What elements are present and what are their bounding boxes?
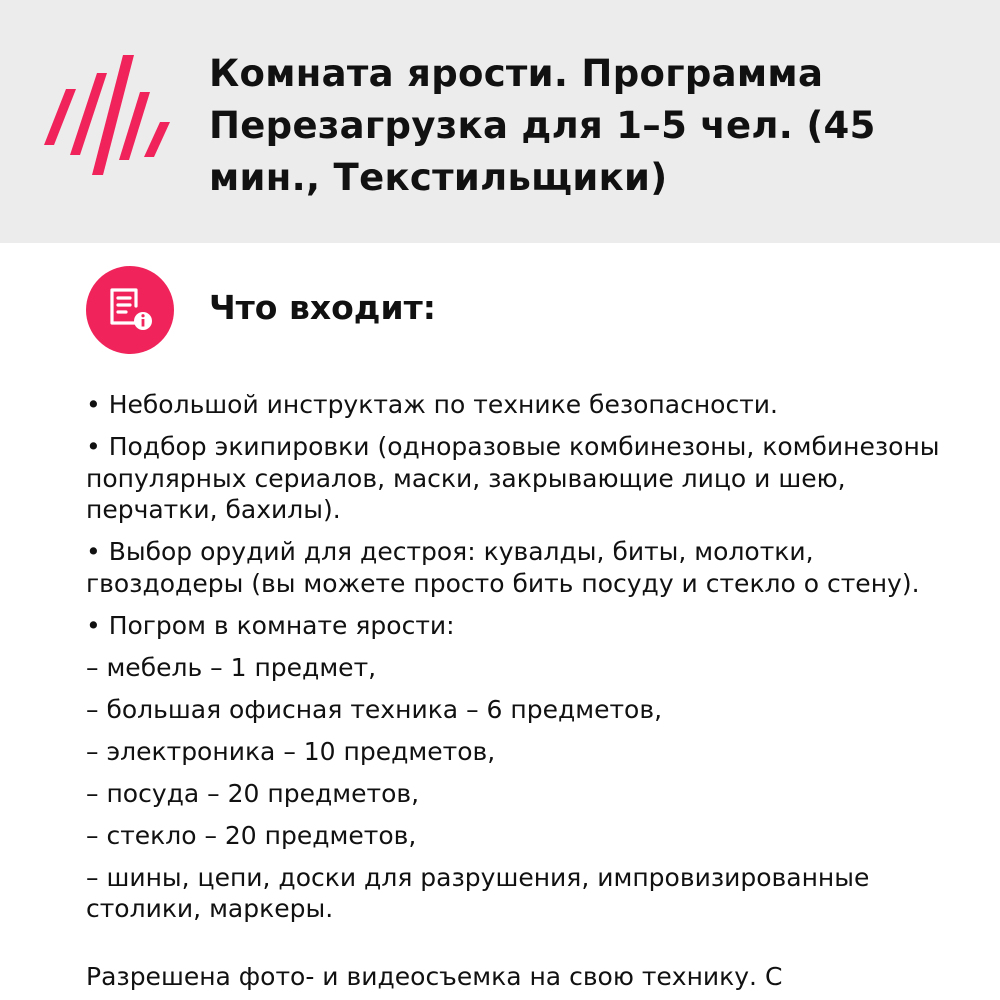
header-banner	[0, 0, 1000, 243]
list-item: – мебель – 1 предмет,	[86, 652, 377, 682]
page-title: Комната ярости. Программа Перезагрузка для 1–5 чел. (45 мин., Текстильщики)	[209, 52, 876, 199]
list-item: – стекло – 20 предметов,	[86, 820, 417, 850]
document-info-icon	[86, 266, 174, 354]
list-item: • Небольшой инструктаж по технике безопасности.	[86, 390, 778, 419]
list-item: • Погром в комнате ярости:	[86, 610, 455, 640]
list-item: – электроника – 10 предметов,	[86, 736, 496, 766]
list-item: – большая офисная техника – 6 предметов,	[86, 694, 663, 724]
list-item: • Выбор орудий для дестроя: кувалды, биты, молотки, гвоздодеры (вы можете просто бить посуду и стекло о стену).	[86, 537, 920, 598]
list-item: • Подбор экипировки (одноразовые комбинезоны, комбинезоны популярных сериалов, маски, закрывающие лицо и шею, перчатки, бахилы).	[86, 432, 940, 524]
content-list	[86, 389, 976, 1000]
list-item: – посуда – 20 предметов,	[86, 778, 420, 808]
list-item: – шины, цепи, доски для разрушения, импровизированные столики, маркеры.	[86, 862, 870, 923]
section-title: Что входит:	[209, 288, 436, 327]
slashes-logo-icon	[44, 55, 174, 175]
list-item: Разрешена фото- и видеосъемка на свою технику. С	[86, 961, 783, 991]
